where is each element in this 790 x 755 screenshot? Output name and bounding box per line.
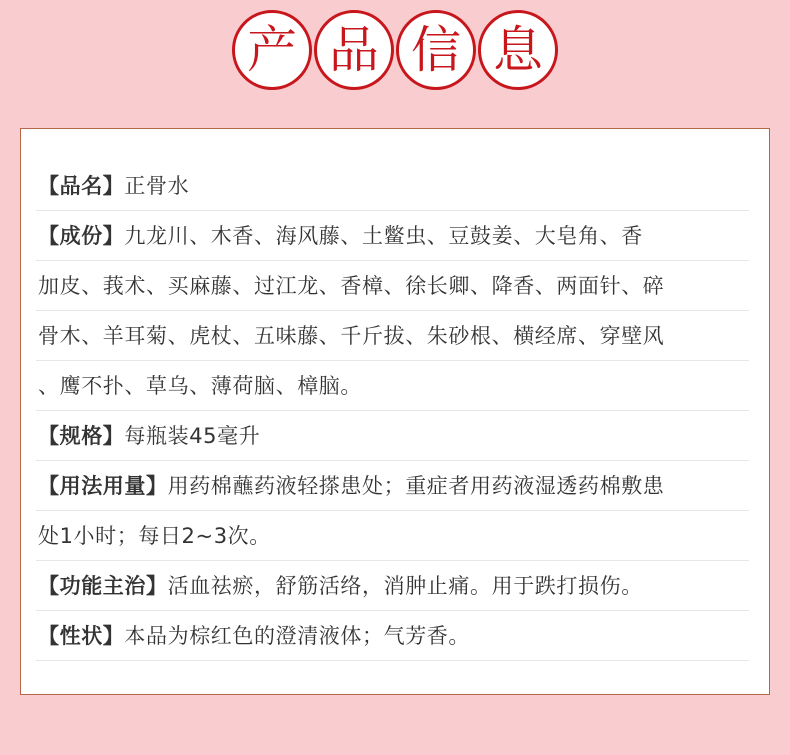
ingredients-text-line-2: 加皮、莪术、买麻藤、过江龙、香樟、徐长卿、降香、两面针、碎 — [38, 274, 665, 298]
ingredients-row-continued — [36, 361, 749, 411]
ingredients-row-continued — [36, 261, 749, 311]
usage-row — [36, 461, 749, 511]
property-label: 【性状】 — [38, 624, 125, 648]
info-list — [36, 161, 749, 661]
spec-value: 每瓶装45毫升 — [124, 424, 261, 448]
title-char-3: 信 — [396, 10, 476, 90]
name-value: 正骨水 — [124, 174, 190, 198]
title-char-2: 品 — [314, 10, 394, 90]
ingredients-text-line-1: 九龙川、木香、海风藤、土鳖虫、豆鼓姜、大皂角、香 — [124, 224, 643, 248]
name-row — [36, 161, 749, 211]
usage-text-line-1: 用药棉蘸药液轻搽患处；重症者用药液湿透药棉敷患 — [167, 474, 665, 498]
name-label: 【品名】 — [38, 174, 125, 198]
ingredients-label: 【成份】 — [38, 224, 125, 248]
spec-row — [36, 411, 749, 461]
function-label: 【功能主治】 — [38, 574, 168, 598]
usage-label: 【用法用量】 — [38, 474, 168, 498]
usage-text-line-2: 处1小时；每日2~3次。 — [38, 524, 271, 548]
title-char-4: 息 — [478, 10, 558, 90]
section-title — [0, 10, 790, 90]
ingredients-row-continued — [36, 311, 749, 361]
ingredients-text-line-4: 、鹰不扑、草乌、薄荷脑、樟脑。 — [38, 374, 362, 398]
function-row — [36, 561, 749, 611]
usage-row-continued — [36, 511, 749, 561]
property-value: 本品为棕红色的澄清液体；气芳香。 — [124, 624, 471, 648]
function-value: 活血祛瘀，舒筋活络，消肿止痛。用于跌打损伤。 — [167, 574, 643, 598]
title-char-1: 产 — [232, 10, 312, 90]
property-row — [36, 611, 749, 661]
ingredients-text-line-3: 骨木、羊耳菊、虎杖、五味藤、千斤拔、朱砂根、横经席、穿壁风 — [38, 324, 665, 348]
spec-label: 【规格】 — [38, 424, 125, 448]
product-info-panel — [20, 128, 770, 695]
ingredients-row — [36, 211, 749, 261]
